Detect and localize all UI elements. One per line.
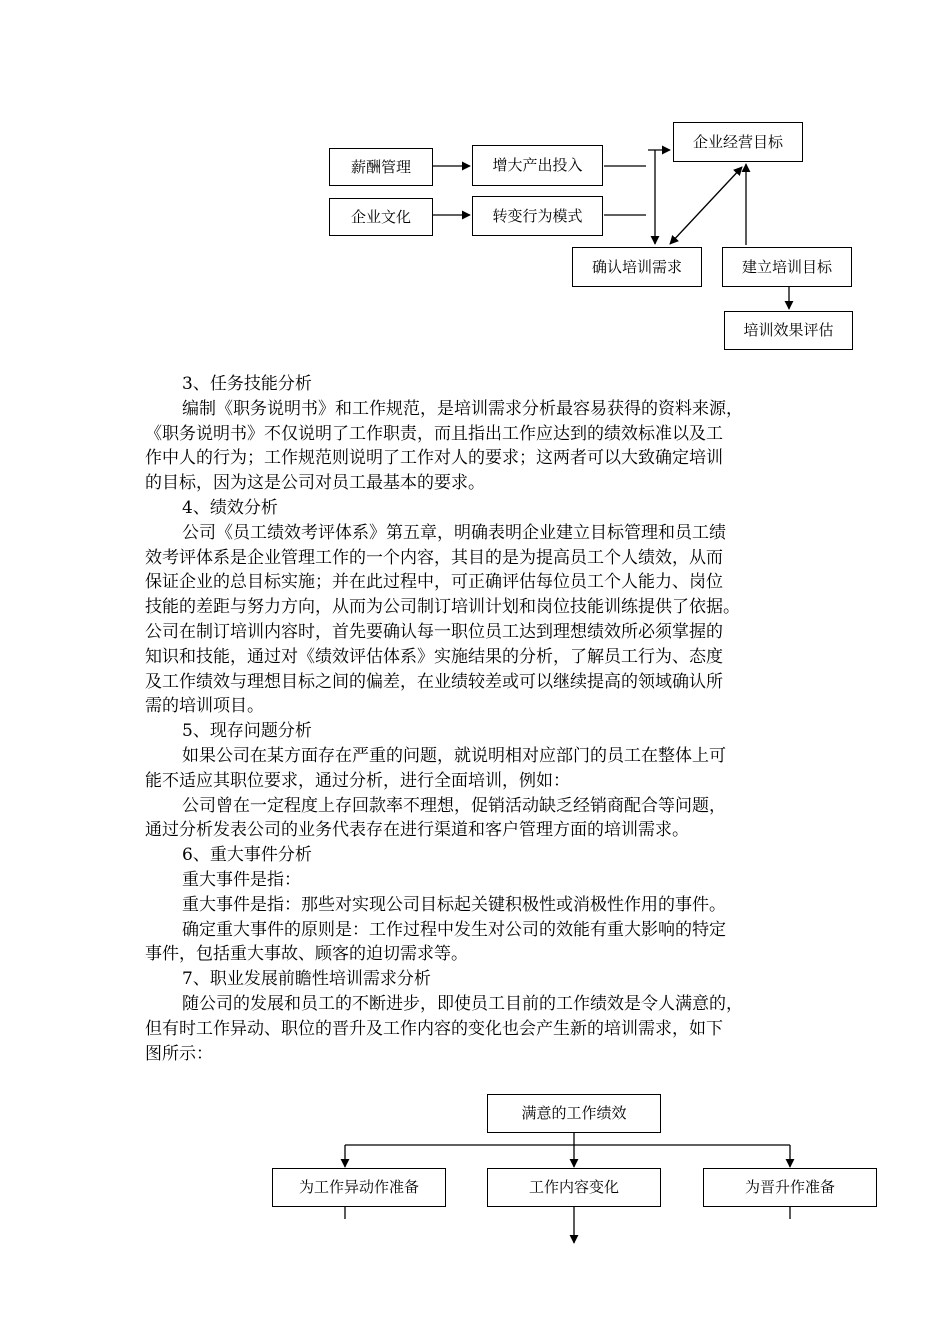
p6a: 重大事件是指： — [182, 869, 301, 890]
p5a-line-2: 能不适应其职位要求，通过分析，进行全面培训，例如： — [145, 770, 570, 791]
box-prepare-promotion: 为晋升作准备 — [703, 1168, 877, 1207]
heading-career-development: 7、职业发展前瞻性培训需求分析 — [182, 969, 431, 990]
box-increase-output: 增大产出投入 — [472, 145, 603, 186]
p4-line-8: 需的培训项目。 — [145, 696, 264, 717]
p7-line-3: 图所示： — [145, 1043, 213, 1064]
p5b-line-2: 通过分析发表公司的业务代表存在进行渠道和客户管理方面的培训需求。 — [145, 820, 689, 841]
heading-major-events: 6、重大事件分析 — [182, 845, 312, 866]
p3-line-2: 《职务说明书》不仅说明了工作职责，而且指出工作应达到的绩效标准以及工 — [145, 423, 723, 444]
box-confirm-needs: 确认培训需求 — [572, 247, 702, 287]
p4-line-6: 知识和技能，通过对《绩效评估体系》实施结果的分析，了解员工行为、态度 — [145, 646, 723, 667]
p7-line-1: 随公司的发展和员工的不断进步，即使员工目前的工作绩效是令人满意的， — [182, 993, 743, 1014]
p7-line-2: 但有时工作异动、职位的晋升及工作内容的变化也会产生新的培训需求，如下 — [145, 1018, 723, 1039]
p6b: 重大事件是指：那些对实现公司目标起关键积极性或消极性作用的事件。 — [182, 894, 726, 915]
body-text — [145, 372, 815, 1066]
p5b-line-1: 公司曾在一定程度上存回款率不理想，促销活动缺乏经销商配合等问题， — [182, 795, 726, 816]
arrow-goal-confirm-diagonal — [670, 167, 742, 244]
p4-line-5: 公司在制订培训内容时，首先要确认每一职位员工达到理想绩效所必须掌握的 — [145, 621, 723, 642]
box-change-behavior: 转变行为模式 — [472, 196, 603, 236]
p3-line-3: 作中人的行为；工作规范则说明了工作对人的要求；这两者可以大致确定培训 — [145, 448, 723, 469]
p3-line-1: 编制《职务说明书》和工作规范，是培训需求分析最容易获得的资料来源， — [182, 398, 743, 419]
heading-task-skill: 3、任务技能分析 — [182, 374, 312, 394]
p4-line-2: 效考评体系是企业管理工作的一个内容，其目的是为提高员工个人绩效，从而 — [145, 547, 723, 568]
p5a-line-1: 如果公司在某方面存在严重的问题，就说明相对应部门的员工在整体上可 — [182, 745, 726, 766]
p4-line-3: 保证企业的总目标实施；并在此过程中，可正确评估每位员工个人能力、岗位 — [145, 572, 723, 593]
box-evaluate-effect: 培训效果评估 — [724, 311, 853, 350]
p4-line-4: 技能的差距与努力方向，从而为公司制订培训计划和岗位技能训练提供了依据。 — [145, 597, 740, 618]
box-satisfied-performance: 满意的工作绩效 — [487, 1094, 661, 1133]
p3-line-4: 的目标，因为这是公司对员工最基本的要求。 — [145, 473, 485, 494]
heading-performance: 4、绩效分析 — [182, 497, 278, 518]
p4-line-7: 及工作绩效与理想目标之间的偏差，在业绩较差或可以继续提高的领域确认所 — [145, 671, 723, 692]
box-business-goal: 企业经营目标 — [673, 122, 803, 162]
box-corporate-culture: 企业文化 — [329, 198, 433, 236]
box-job-content-change: 工作内容变化 — [487, 1168, 661, 1207]
box-prepare-job-change: 为工作异动作准备 — [272, 1168, 446, 1207]
p4-line-1: 公司《员工绩效考评体系》第五章，明确表明企业建立目标管理和员工绩 — [182, 522, 726, 543]
p6c-line-1: 确定重大事件的原则是：工作过程中发生对公司的效能有重大影响的特定 — [182, 919, 726, 940]
box-salary-management: 薪酬管理 — [329, 148, 433, 186]
heading-existing-problems: 5、现存问题分析 — [182, 721, 312, 742]
p6c-line-2: 事件，包括重大事故、顾客的迫切需求等。 — [145, 944, 468, 965]
box-set-training-goal: 建立培训目标 — [722, 247, 852, 287]
